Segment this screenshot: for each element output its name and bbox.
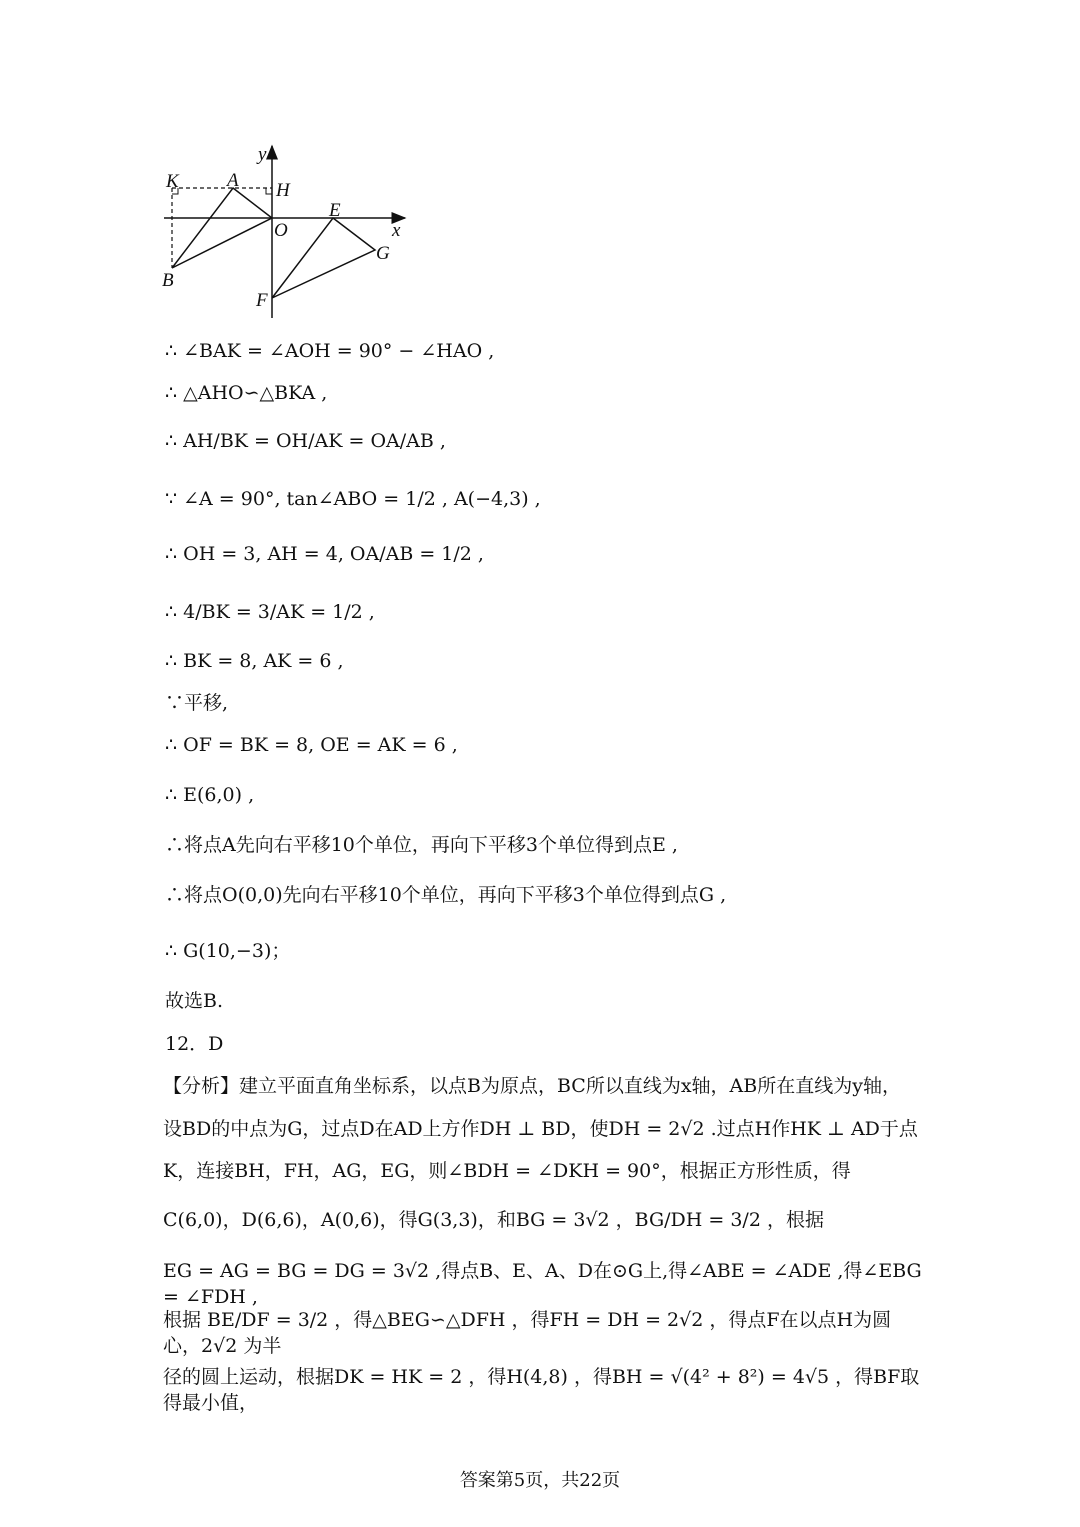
label-e: E bbox=[329, 200, 341, 221]
label-y: y bbox=[258, 144, 267, 165]
triangle-abo bbox=[172, 188, 272, 268]
step-line: ∴ OH = 3, AH = 4, OA/AB = 1/2 , bbox=[165, 543, 484, 565]
label-g: G bbox=[376, 243, 390, 264]
label-a: A bbox=[227, 170, 239, 191]
label-h: H bbox=[276, 180, 290, 201]
analysis-line: 设BD的中点为G，过点D在AD上方作DH ⊥ BD，使DH = 2√2 .过点H作HK ⊥ AD于点 bbox=[163, 1118, 918, 1140]
step-line: ∴ 4/BK = 3/AK = 1/2 , bbox=[165, 601, 375, 623]
step-line: ∴ BK = 8, AK = 6 , bbox=[165, 650, 344, 672]
label-f: F bbox=[256, 290, 268, 311]
analysis-line: 【分析】建立平面直角坐标系，以点B为原点，BC所以直线为x轴，AB所在直线为y轴， bbox=[163, 1075, 901, 1097]
step-line: ∴将点A先向右平移10个单位，再向下平移3个单位得到点E , bbox=[165, 834, 678, 856]
analysis-line: K，连接BH，FH，AG，EG，则∠BDH = ∠DKH = 90°，根据正方形性质，得 bbox=[163, 1160, 851, 1182]
label-x: x bbox=[392, 220, 401, 241]
analysis-line: 根据 BE/DF = 3/2 ，得△BEG∽△DFH ，得FH = DH = 2√2 ，得点F在以点H为圆心，2√2 为半 bbox=[163, 1309, 892, 1357]
analysis-line: EG = AG = BG = DG = 3√2 ,得点B、E、A、D在⊙G上,得∠ABE = ∠ADE ,得∠EBG = ∠FDH , bbox=[163, 1260, 922, 1308]
step-line: ∴ OF = BK = 8, OE = AK = 6 , bbox=[165, 734, 458, 756]
step-line: ∴ △AHO∽△BKA , bbox=[165, 382, 328, 404]
step-line: 故选B. bbox=[165, 990, 224, 1012]
label-k: K bbox=[166, 171, 179, 192]
step-line: ∴ E(6,0) , bbox=[165, 784, 255, 806]
analysis-line: C(6,0)，D(6,6)，A(0,6)，得G(3,3)，和BG = 3√2 ，BG/DH = 3/2 ，根据 bbox=[163, 1209, 824, 1231]
label-b: B bbox=[162, 270, 174, 291]
right-angle-h bbox=[266, 188, 272, 194]
step-line: ∴ ∠BAK = ∠AOH = 90° − ∠HAO , bbox=[165, 340, 495, 362]
step-line: ∴将点O(0,0)先向右平移10个单位，再向下平移3个单位得到点G , bbox=[165, 884, 727, 906]
step-line: ∵平移, bbox=[165, 692, 229, 714]
step-line: ∴ AH/BK = OH/AK = OA/AB , bbox=[165, 430, 446, 452]
step-line: ∵ ∠A = 90°, tan∠ABO = 1/2 , A(−4,3) , bbox=[165, 488, 541, 510]
question-number: 12．D bbox=[165, 1033, 224, 1055]
label-o: O bbox=[274, 220, 288, 241]
analysis-line: 径的圆上运动，根据DK = HK = 2 ，得H(4,8) ，得BH = √(4² + 8²) = 4√5 ，得BF取得最小值， bbox=[163, 1366, 920, 1414]
page-footer: 答案第5页，共22页 bbox=[459, 1470, 621, 1491]
coordinate-figure bbox=[150, 138, 420, 323]
step-line: ∴ G(10,−3)； bbox=[165, 940, 291, 962]
